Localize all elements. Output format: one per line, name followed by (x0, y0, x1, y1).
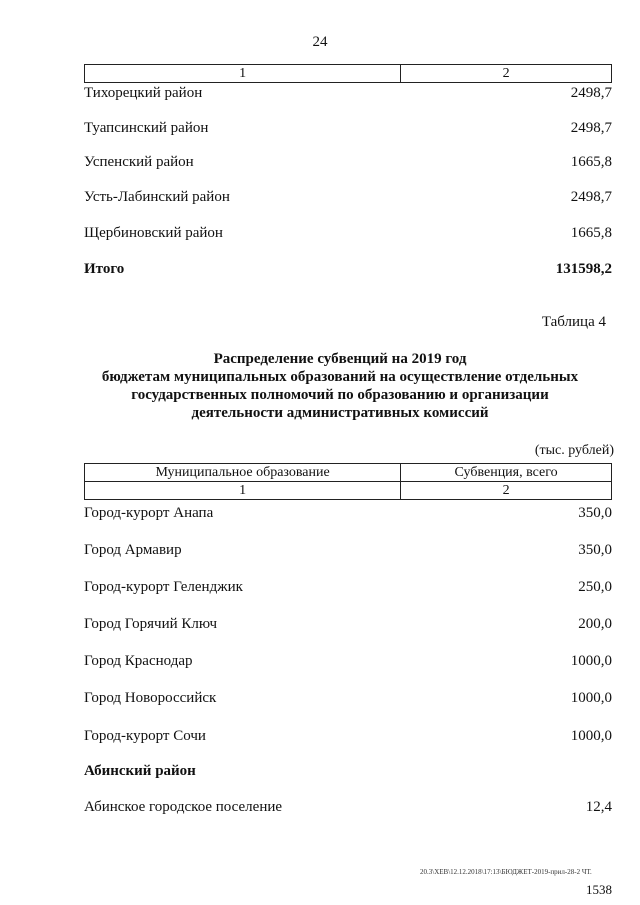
table-row (84, 223, 612, 243)
section-title: Абинский район (84, 763, 196, 779)
row-name: Город Горячий Ключ (84, 616, 218, 632)
title-line: Распределение субвенций на 2019 год (213, 351, 467, 367)
section-heading (84, 761, 612, 781)
table-row (84, 540, 612, 560)
row-name: Абинское городское поселение (84, 799, 283, 815)
title-line: бюджетам муниципальных образований на осуществление отдельных (101, 369, 579, 385)
table-row (84, 503, 612, 523)
row-name: Город Краснодар (84, 653, 193, 669)
row-name: Город-курорт Геленджик (84, 579, 243, 595)
row-name: Город-курорт Анапа (84, 505, 214, 521)
footer-file-code: 20.3\XEB\12.12.2018\17:13\БЮДЖЕТ-2019-прил-28-2 ЧТ. (420, 868, 592, 876)
col-header-municipality: Муниципальное образование (85, 464, 401, 482)
col-number-2: 2 (401, 482, 612, 500)
table-row (84, 688, 612, 708)
table-row (84, 577, 612, 597)
total-row (84, 259, 612, 279)
table-row (84, 651, 612, 671)
sheet-number: 1538 (586, 882, 612, 897)
table-row (84, 726, 612, 746)
row-value: 1000,0 (570, 653, 612, 669)
row-name: Город Новороссийск (84, 690, 217, 706)
row-value: 350,0 (578, 505, 612, 521)
col-number-1: 1 (85, 482, 401, 500)
col-number-2: 2 (401, 65, 612, 83)
row-name: Щербиновский район (84, 225, 223, 241)
row-value: 200,0 (578, 616, 612, 632)
total-value: 131598,2 (555, 261, 612, 277)
row-value: 2498,7 (570, 85, 612, 101)
row-name: Город-курорт Сочи (84, 728, 206, 744)
row-name: Успенский район (84, 154, 194, 170)
page-number: 24 (312, 34, 328, 50)
units-label: (тыс. рублей) (534, 443, 614, 458)
table-row (84, 152, 612, 172)
table-row (84, 187, 612, 207)
row-value: 1665,8 (570, 225, 612, 241)
table-row (84, 797, 612, 817)
title-line: деятельности административных комиссий (191, 405, 489, 421)
table-label: Таблица 4 (541, 314, 606, 330)
row-value: 250,0 (578, 579, 612, 595)
row-value: 12,4 (585, 799, 612, 815)
row-value: 2498,7 (570, 120, 612, 136)
table-title (80, 350, 600, 422)
row-name: Усть-Лабинский район (84, 189, 230, 205)
row-value: 2498,7 (570, 189, 612, 205)
row-name: Тихорецкий район (84, 85, 203, 101)
col-header-subvention: Субвенция, всего (401, 464, 612, 482)
title-line: государственных полномочий по образованию и организации (131, 387, 549, 403)
col-number-1: 1 (85, 65, 401, 83)
row-value: 350,0 (578, 542, 612, 558)
row-value: 1000,0 (570, 728, 612, 744)
top-table-header (84, 64, 612, 83)
row-value: 1665,8 (570, 154, 612, 170)
table-row (84, 83, 612, 103)
table-row (84, 118, 612, 138)
row-name: Город Армавир (84, 542, 182, 558)
row-name: Туапсинский район (84, 120, 209, 136)
total-label: Итого (84, 261, 125, 277)
table4-header (84, 463, 612, 500)
row-value: 1000,0 (570, 690, 612, 706)
table-row (84, 614, 612, 634)
